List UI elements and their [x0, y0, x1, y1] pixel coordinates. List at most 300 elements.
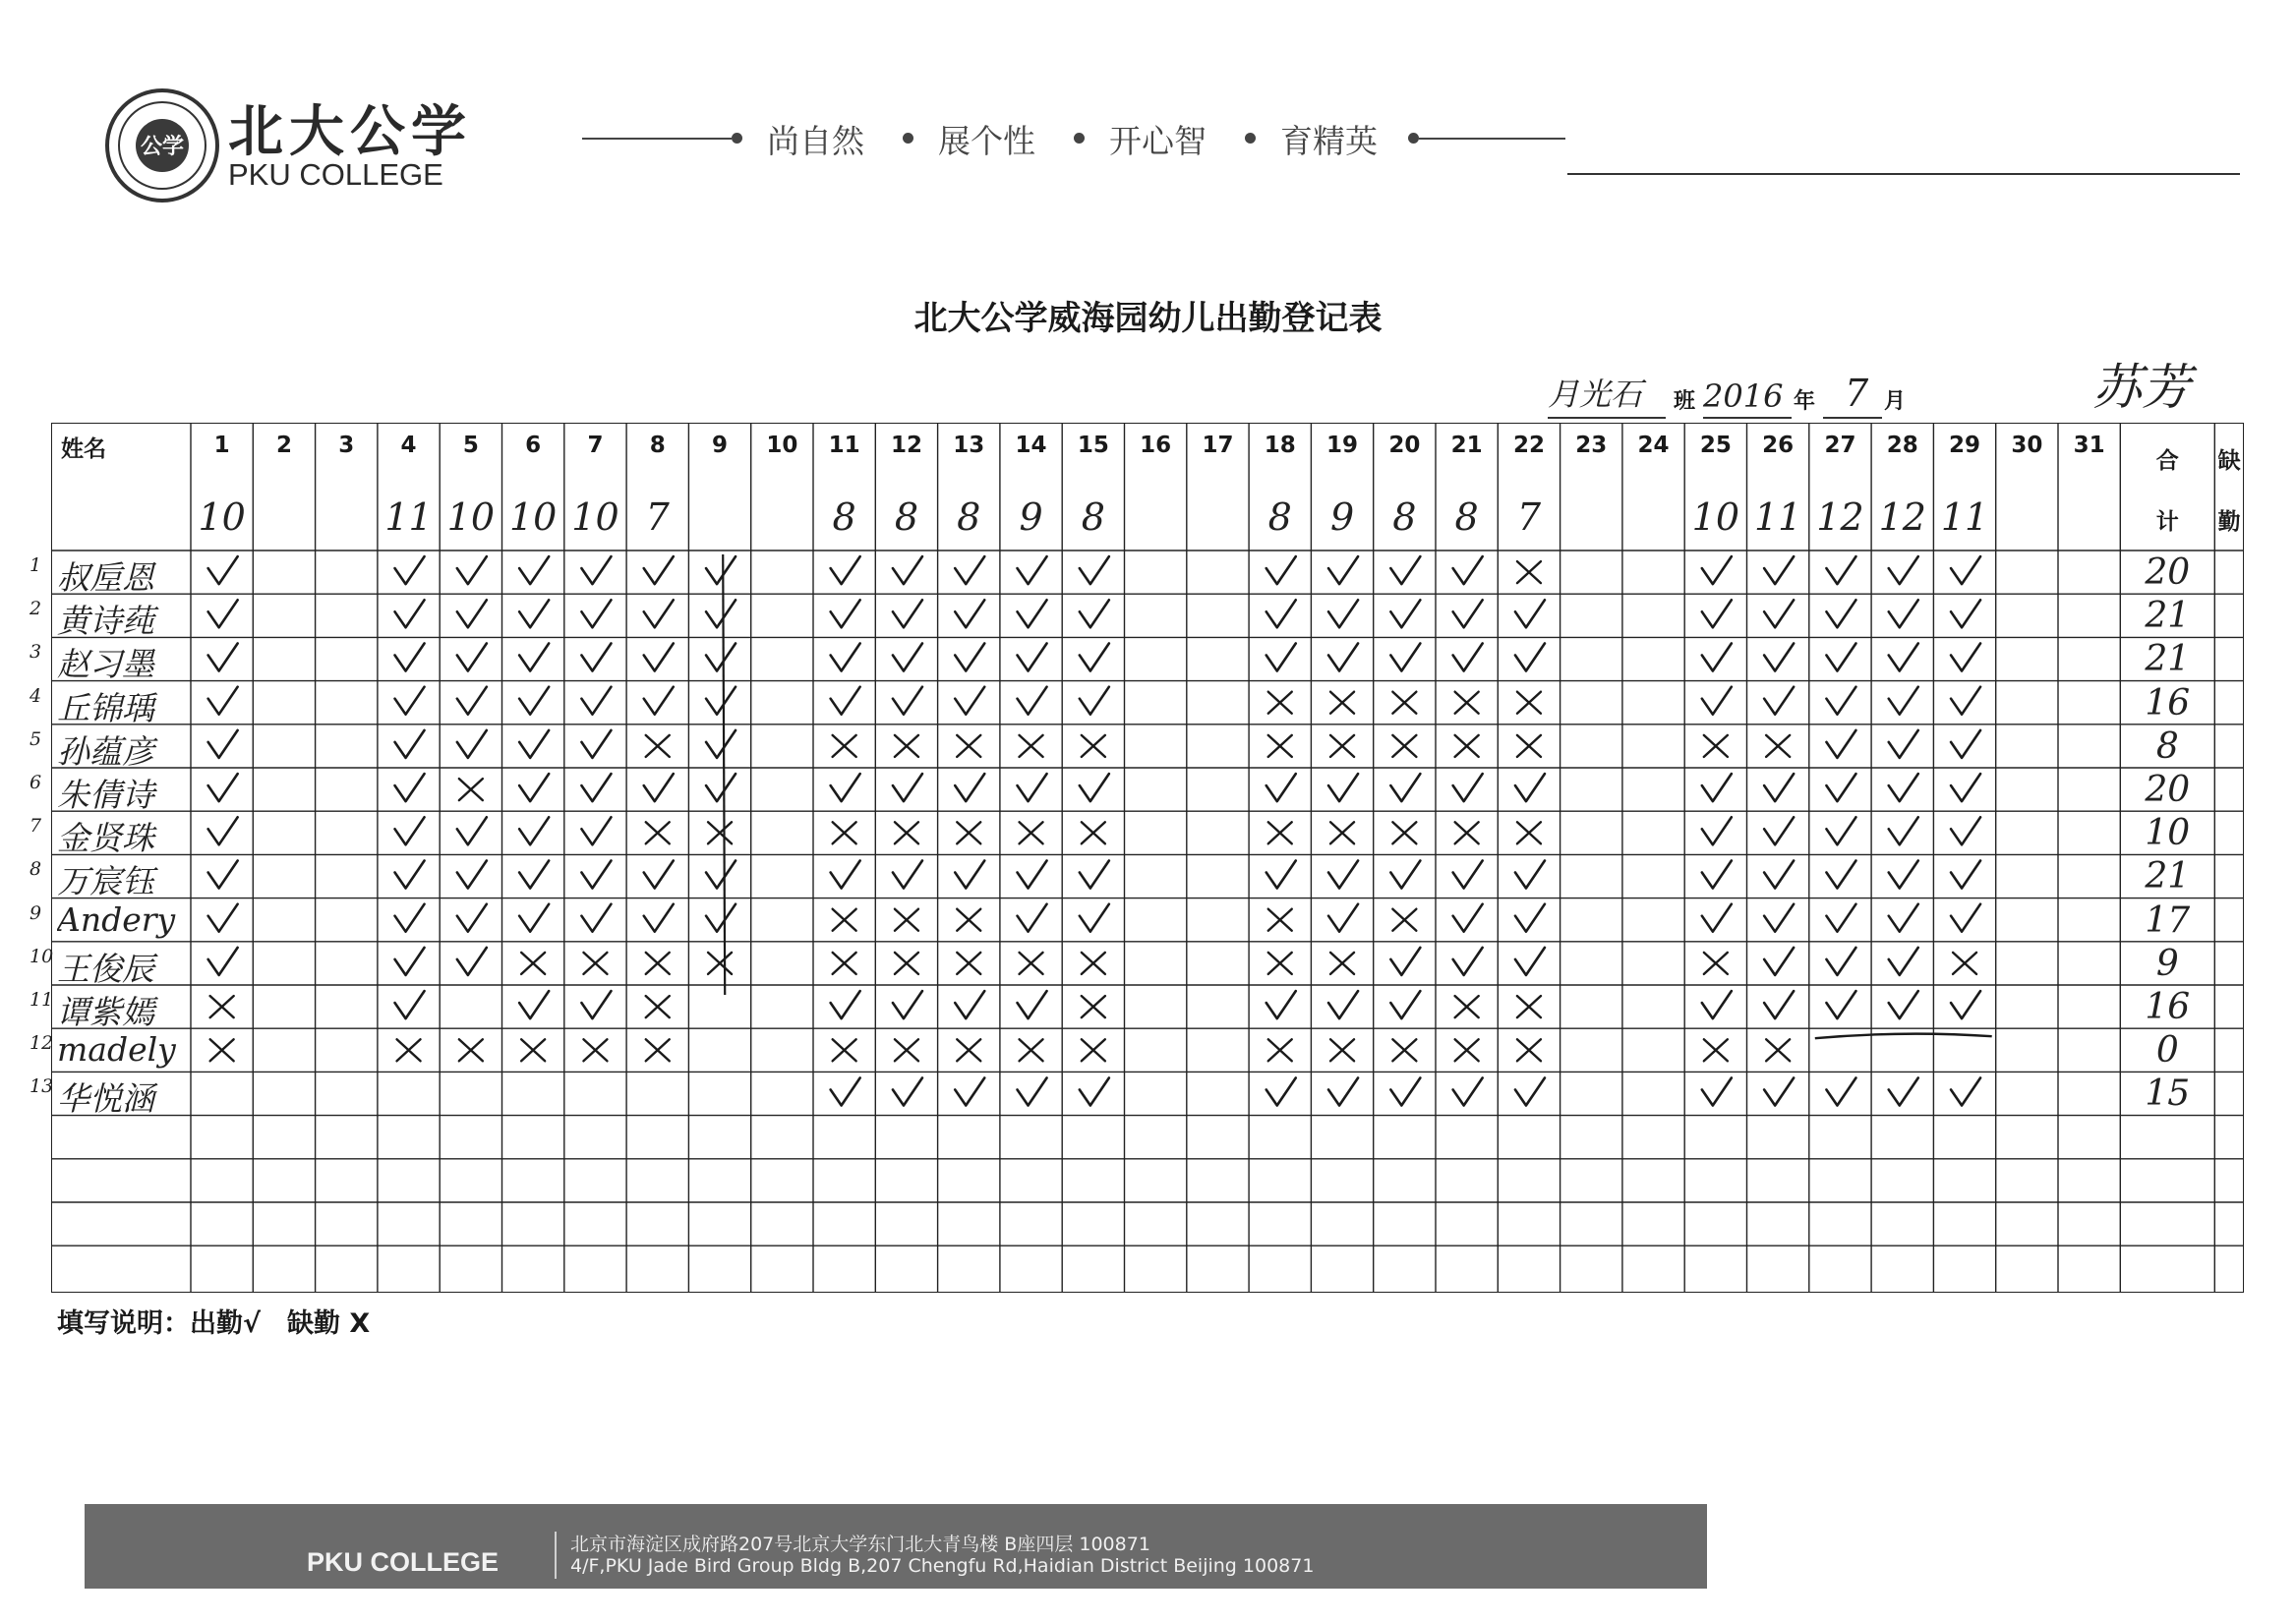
- student-name: Andery: [57, 899, 176, 939]
- attendance-total: 20: [2145, 770, 2191, 810]
- present-check-mark: [1889, 644, 1918, 671]
- present-check-mark: [519, 817, 549, 844]
- present-check-mark: [1390, 600, 1420, 627]
- document-title: 北大公学威海园幼儿出勤登记表: [913, 299, 1383, 338]
- present-check-mark: [395, 861, 425, 889]
- attendance-total: 21: [2145, 596, 2191, 637]
- present-check-mark: [1702, 687, 1732, 715]
- absent-x-mark: [1082, 1039, 1105, 1061]
- day-header-9: 9: [712, 433, 729, 458]
- present-check-mark: [208, 948, 238, 975]
- strike-through-line: [1815, 1034, 1992, 1039]
- present-check-mark: [1889, 991, 1918, 1018]
- day-header-21: 21: [1450, 433, 1483, 458]
- present-check-mark: [395, 817, 425, 844]
- student-name: 赵习墨: [57, 645, 154, 684]
- present-check-mark: [457, 687, 487, 715]
- attendance-total: 16: [2145, 987, 2191, 1027]
- present-check-mark: [1018, 1078, 1047, 1106]
- absent-x-mark: [646, 735, 670, 757]
- legend-instructions: 填写说明：出勤√ 缺勤 X: [57, 1308, 371, 1339]
- present-check-mark: [581, 904, 611, 932]
- present-check-mark: [581, 644, 611, 671]
- present-check-mark: [1951, 556, 1980, 584]
- present-check-mark: [1453, 556, 1483, 584]
- student-name: 万宸钰: [57, 862, 154, 901]
- present-check-mark: [581, 774, 611, 801]
- present-check-mark: [1702, 817, 1732, 844]
- absent-x-mark: [1517, 1039, 1541, 1061]
- present-check-mark: [955, 687, 984, 715]
- present-check-mark: [1390, 948, 1420, 975]
- absent-x-mark: [459, 779, 483, 800]
- present-check-mark: [457, 904, 487, 932]
- row-number: 13: [29, 1075, 54, 1098]
- seal-text: 公学: [140, 135, 185, 159]
- attendance-total: 10: [2145, 813, 2191, 854]
- present-check-mark: [1018, 861, 1047, 889]
- daily-count: 7: [1516, 495, 1542, 539]
- present-check-mark: [1764, 600, 1794, 627]
- absent-x-mark: [1268, 735, 1292, 757]
- absent-x-mark: [210, 1039, 234, 1061]
- present-check-mark: [1515, 600, 1545, 627]
- present-check-mark: [1826, 861, 1855, 889]
- absent-x-mark: [459, 1039, 483, 1061]
- present-check-mark: [1328, 600, 1358, 627]
- present-check-mark: [1390, 774, 1420, 801]
- present-check-mark: [706, 556, 736, 584]
- day-header-16: 16: [1140, 433, 1172, 458]
- present-check-mark: [519, 774, 549, 801]
- present-check-mark: [1328, 904, 1358, 932]
- present-check-mark: [1826, 556, 1855, 584]
- daily-count: 8: [832, 495, 856, 539]
- present-check-mark: [395, 948, 425, 975]
- present-check-mark: [457, 600, 487, 627]
- teacher-signature: 苏芳: [2092, 359, 2191, 416]
- absent-x-mark: [1517, 735, 1541, 757]
- present-check-mark: [831, 861, 860, 889]
- day-header-15: 15: [1077, 433, 1109, 458]
- day-header-17: 17: [1202, 433, 1234, 458]
- present-check-mark: [1889, 730, 1918, 758]
- present-check-mark: [208, 600, 238, 627]
- present-check-mark: [1266, 600, 1296, 627]
- absent-x-mark: [646, 953, 670, 974]
- name-column-header: 姓名: [61, 436, 106, 462]
- daily-count: 10: [571, 495, 619, 539]
- absent-x-mark: [1082, 822, 1105, 843]
- attendance-total: 20: [2145, 552, 2191, 593]
- present-check-mark: [1080, 904, 1109, 932]
- present-check-mark: [395, 600, 425, 627]
- daily-count: 10: [1691, 495, 1740, 539]
- present-check-mark: [1826, 600, 1855, 627]
- absent-x-mark: [210, 996, 234, 1017]
- absent-x-mark: [1020, 735, 1043, 757]
- attendance-total: 15: [2145, 1073, 2191, 1115]
- attendance-total: 8: [2155, 725, 2179, 767]
- absent-x-mark: [521, 1039, 545, 1061]
- present-check-mark: [1951, 687, 1980, 715]
- footer-divider: [555, 1532, 557, 1579]
- present-check-mark: [1889, 600, 1918, 627]
- present-check-mark: [1018, 600, 1047, 627]
- student-name: 孙蕴彦: [57, 731, 154, 771]
- present-check-mark: [831, 556, 860, 584]
- present-check-mark: [1764, 774, 1794, 801]
- present-check-mark: [208, 556, 238, 584]
- present-check-mark: [1889, 556, 1918, 584]
- present-check-mark: [831, 687, 860, 715]
- present-check-mark: [644, 904, 674, 932]
- present-check-mark: [1080, 556, 1109, 584]
- present-check-mark: [1018, 991, 1047, 1018]
- footer-address-chinese: 北京市海淀区成府路207号北京大学东门北大青鸟楼 B座四层 100871: [570, 1534, 1150, 1555]
- present-check-mark: [644, 644, 674, 671]
- day-header-29: 29: [1949, 433, 1981, 458]
- row-number: 6: [29, 772, 42, 793]
- present-check-mark: [1390, 1078, 1420, 1106]
- absent-x-mark: [1330, 822, 1354, 843]
- present-check-mark: [1080, 600, 1109, 627]
- present-check-mark: [1764, 904, 1794, 932]
- day-header-20: 20: [1388, 433, 1421, 458]
- absent-x-mark: [957, 735, 980, 757]
- row-number: 2: [29, 598, 42, 620]
- present-check-mark: [1951, 817, 1980, 844]
- present-check-mark: [1826, 774, 1855, 801]
- day-header-4: 4: [400, 433, 417, 458]
- present-check-mark: [1328, 991, 1358, 1018]
- present-check-mark: [1018, 644, 1047, 671]
- present-check-mark: [1328, 556, 1358, 584]
- row-number: 11: [29, 989, 54, 1011]
- present-check-mark: [644, 861, 674, 889]
- present-check-mark: [519, 991, 549, 1018]
- present-check-mark: [1951, 991, 1980, 1018]
- daily-count: 8: [1454, 495, 1479, 539]
- present-check-mark: [706, 904, 736, 932]
- day-header-13: 13: [953, 433, 985, 458]
- present-check-mark: [1889, 904, 1918, 932]
- present-check-mark: [519, 644, 549, 671]
- present-check-mark: [519, 861, 549, 889]
- present-check-mark: [519, 556, 549, 584]
- present-check-mark: [644, 600, 674, 627]
- present-check-mark: [1826, 817, 1855, 844]
- present-check-mark: [644, 687, 674, 715]
- present-check-mark: [893, 556, 922, 584]
- present-check-mark: [1826, 904, 1855, 932]
- present-check-mark: [1080, 644, 1109, 671]
- present-check-mark: [1826, 644, 1855, 671]
- present-check-mark: [1951, 730, 1980, 758]
- absent-x-mark: [1953, 953, 1976, 974]
- row-number: 5: [29, 727, 42, 750]
- absent-x-mark: [1704, 735, 1728, 757]
- row-number: 1: [29, 554, 42, 576]
- present-check-mark: [1453, 861, 1483, 889]
- present-check-mark: [893, 644, 922, 671]
- present-check-mark: [1328, 774, 1358, 801]
- present-check-mark: [1266, 861, 1296, 889]
- present-check-mark: [395, 904, 425, 932]
- present-check-mark: [208, 817, 238, 844]
- slogan-word: 展个性: [938, 122, 1035, 160]
- present-check-mark: [1889, 861, 1918, 889]
- present-check-mark: [706, 600, 736, 627]
- absence-column-header: 缺勤: [2217, 448, 2241, 535]
- present-check-mark: [706, 861, 736, 889]
- absent-x-mark: [1455, 1039, 1479, 1061]
- day-header-25: 25: [1699, 433, 1732, 458]
- present-check-mark: [1764, 861, 1794, 889]
- absent-x-mark: [833, 909, 856, 931]
- present-check-mark: [1328, 861, 1358, 889]
- day-header-1: 1: [213, 433, 230, 458]
- day-header-7: 7: [587, 433, 604, 458]
- absent-x-mark: [1392, 735, 1416, 757]
- day-header-27: 27: [1824, 433, 1856, 458]
- absent-x-mark: [895, 953, 918, 974]
- day-header-19: 19: [1326, 433, 1359, 458]
- present-check-mark: [1266, 1078, 1296, 1106]
- present-check-mark: [519, 730, 549, 758]
- present-check-mark: [1889, 687, 1918, 715]
- class-label: 班: [1674, 389, 1696, 414]
- day-header-30: 30: [2011, 433, 2043, 458]
- absent-x-mark: [895, 735, 918, 757]
- daily-count: 11: [1940, 495, 1989, 539]
- absent-x-mark: [957, 1039, 980, 1061]
- present-check-mark: [1702, 600, 1732, 627]
- day-header-26: 26: [1762, 433, 1795, 458]
- present-check-mark: [457, 948, 487, 975]
- footer-address-english: 4/F,PKU Jade Bird Group Bldg B,207 Chengfu Rd,Haidian District Beijing 100871: [570, 1555, 1315, 1577]
- present-check-mark: [581, 817, 611, 844]
- present-check-mark: [1702, 556, 1732, 584]
- brand-name-chinese: 北大公学: [228, 99, 472, 164]
- student-name: 王俊辰: [57, 949, 154, 988]
- brand-name-english: PKU COLLEGE: [228, 157, 443, 192]
- present-check-mark: [1080, 774, 1109, 801]
- student-name: 金贤珠: [57, 819, 154, 858]
- absent-x-mark: [1392, 909, 1416, 931]
- present-check-mark: [1702, 774, 1732, 801]
- footer-brand: PKU COLLEGE: [307, 1547, 500, 1577]
- absent-x-mark: [1455, 735, 1479, 757]
- daily-count: 8: [1081, 495, 1105, 539]
- student-name: 叔垕恩: [57, 558, 154, 597]
- present-check-mark: [457, 644, 487, 671]
- present-check-mark: [1951, 861, 1980, 889]
- present-check-mark: [519, 904, 549, 932]
- daily-count: 10: [508, 495, 558, 539]
- absent-x-mark: [1455, 692, 1479, 714]
- present-check-mark: [1764, 644, 1794, 671]
- present-check-mark: [208, 774, 238, 801]
- present-check-mark: [893, 687, 922, 715]
- class-name: 月光石: [1548, 376, 1643, 413]
- present-check-mark: [1018, 687, 1047, 715]
- present-check-mark: [1826, 1078, 1855, 1106]
- present-check-mark: [208, 687, 238, 715]
- present-check-mark: [1453, 644, 1483, 671]
- absent-x-mark: [1020, 822, 1043, 843]
- present-check-mark: [955, 644, 984, 671]
- present-check-mark: [1453, 904, 1483, 932]
- present-check-mark: [706, 644, 736, 671]
- present-check-mark: [893, 600, 922, 627]
- daily-count: 7: [645, 495, 670, 539]
- attendance-total: 21: [2145, 639, 2191, 680]
- day-header-14: 14: [1015, 433, 1047, 458]
- present-check-mark: [955, 1078, 984, 1106]
- class-info-line: [1548, 359, 2236, 419]
- absent-x-mark: [895, 909, 918, 931]
- present-check-mark: [1826, 730, 1855, 758]
- hand-drawn-vertical-line: [723, 554, 725, 995]
- present-check-mark: [1826, 687, 1855, 715]
- present-check-mark: [1390, 991, 1420, 1018]
- present-check-mark: [1515, 1078, 1545, 1106]
- present-check-mark: [1764, 1078, 1794, 1106]
- present-check-mark: [1266, 556, 1296, 584]
- absent-x-mark: [646, 996, 670, 1017]
- present-check-mark: [1889, 948, 1918, 975]
- day-header-24: 24: [1637, 433, 1670, 458]
- present-check-mark: [1266, 644, 1296, 671]
- present-check-mark: [1453, 948, 1483, 975]
- present-check-mark: [1889, 774, 1918, 801]
- absent-x-mark: [833, 953, 856, 974]
- present-check-mark: [1764, 687, 1794, 715]
- present-check-mark: [395, 644, 425, 671]
- month-value: 7: [1845, 372, 1869, 415]
- absent-x-mark: [583, 1039, 607, 1061]
- present-check-mark: [1951, 600, 1980, 627]
- day-header-28: 28: [1886, 433, 1918, 458]
- present-check-mark: [831, 991, 860, 1018]
- daily-count: 10: [198, 495, 246, 539]
- absent-x-mark: [895, 822, 918, 843]
- day-header-6: 6: [525, 433, 542, 458]
- attendance-total: 0: [2155, 1030, 2179, 1072]
- absent-x-mark: [1517, 561, 1541, 583]
- present-check-mark: [1390, 644, 1420, 671]
- year-value: 2016: [1703, 377, 1784, 415]
- absent-x-mark: [1455, 996, 1479, 1017]
- absent-x-mark: [646, 1039, 670, 1061]
- present-check-mark: [1080, 1078, 1109, 1106]
- attendance-total: 9: [2155, 943, 2179, 984]
- present-check-mark: [519, 600, 549, 627]
- present-check-mark: [1453, 600, 1483, 627]
- present-check-mark: [1453, 774, 1483, 801]
- student-name: 黄诗莼: [57, 602, 154, 641]
- daily-count: 8: [1267, 495, 1292, 539]
- present-check-mark: [1951, 644, 1980, 671]
- footer-band: [85, 1504, 1707, 1589]
- absent-x-mark: [1766, 1039, 1790, 1061]
- present-check-mark: [457, 730, 487, 758]
- present-check-mark: [519, 687, 549, 715]
- absent-x-mark: [1704, 953, 1728, 974]
- present-check-mark: [1018, 904, 1047, 932]
- absent-x-mark: [583, 953, 607, 974]
- absent-x-mark: [646, 822, 670, 843]
- present-check-mark: [395, 556, 425, 584]
- day-header-10: 10: [766, 433, 798, 458]
- student-name: 谭紫嫣: [57, 993, 154, 1031]
- absent-x-mark: [1082, 996, 1105, 1017]
- present-check-mark: [1515, 644, 1545, 671]
- present-check-mark: [1764, 991, 1794, 1018]
- absent-x-mark: [1268, 909, 1292, 931]
- row-number: 3: [29, 641, 42, 664]
- absent-x-mark: [1082, 953, 1105, 974]
- present-check-mark: [893, 861, 922, 889]
- present-check-mark: [581, 730, 611, 758]
- absent-x-mark: [1392, 692, 1416, 714]
- present-check-mark: [706, 687, 736, 715]
- present-check-mark: [706, 730, 736, 758]
- present-check-mark: [1018, 774, 1047, 801]
- present-check-mark: [1702, 861, 1732, 889]
- present-check-mark: [1951, 1078, 1980, 1106]
- daily-count: 9: [1329, 495, 1355, 539]
- present-check-mark: [581, 687, 611, 715]
- daily-count: 9: [1019, 495, 1043, 539]
- present-check-mark: [457, 556, 487, 584]
- present-check-mark: [955, 861, 984, 889]
- present-check-mark: [1266, 774, 1296, 801]
- present-check-mark: [1826, 948, 1855, 975]
- daily-count: 12: [1878, 495, 1926, 539]
- present-check-mark: [1390, 861, 1420, 889]
- absent-x-mark: [1517, 822, 1541, 843]
- present-check-mark: [1328, 1078, 1358, 1106]
- present-check-mark: [1702, 991, 1732, 1018]
- present-check-mark: [457, 817, 487, 844]
- day-header-5: 5: [462, 433, 479, 458]
- present-check-mark: [1018, 556, 1047, 584]
- absent-x-mark: [833, 1039, 856, 1061]
- student-name: madely: [57, 1030, 176, 1070]
- present-check-mark: [1889, 1078, 1918, 1106]
- absent-x-mark: [957, 822, 980, 843]
- row-number: 4: [29, 684, 42, 707]
- present-check-mark: [395, 774, 425, 801]
- row-number: 8: [29, 858, 42, 881]
- day-header-2: 2: [275, 433, 292, 458]
- present-check-mark: [208, 644, 238, 671]
- absent-x-mark: [521, 953, 545, 974]
- present-check-mark: [1266, 991, 1296, 1018]
- present-check-mark: [644, 556, 674, 584]
- day-header-11: 11: [828, 433, 860, 458]
- present-check-mark: [395, 687, 425, 715]
- absent-x-mark: [1766, 735, 1790, 757]
- present-check-mark: [706, 774, 736, 801]
- daily-count: 11: [1753, 495, 1802, 539]
- present-check-mark: [1764, 948, 1794, 975]
- present-check-mark: [395, 991, 425, 1018]
- day-header-22: 22: [1512, 433, 1545, 458]
- daily-count: 11: [384, 495, 433, 539]
